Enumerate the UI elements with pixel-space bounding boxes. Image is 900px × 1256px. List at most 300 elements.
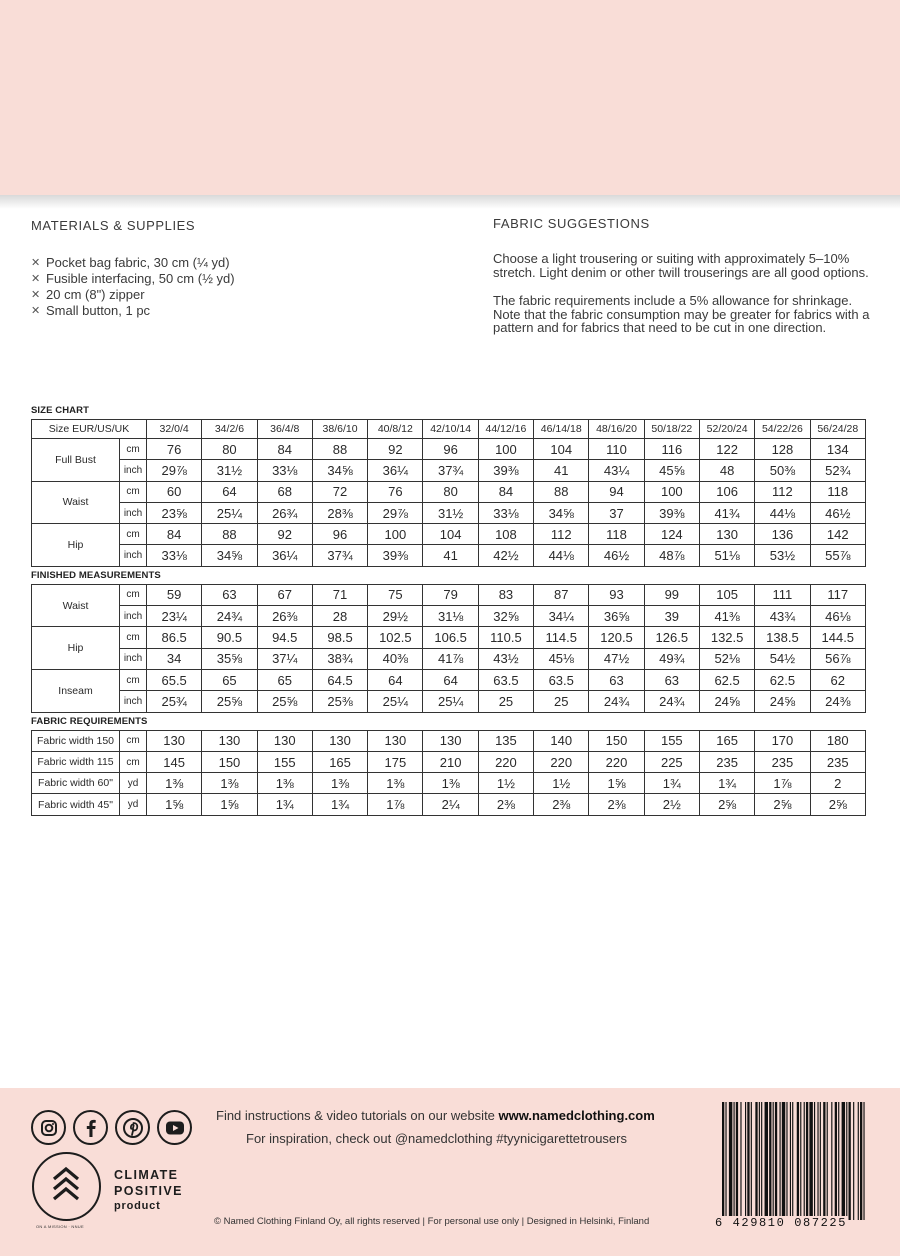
table-cell: 51⅛ <box>699 545 754 566</box>
table-row <box>32 584 866 605</box>
table-row <box>32 794 866 815</box>
table-cell: 94 <box>589 481 644 502</box>
table-cell: 112 <box>534 524 589 545</box>
barcode-bar <box>809 1102 812 1220</box>
table-cell: 1¾ <box>257 794 312 815</box>
barcode-bar <box>823 1102 825 1220</box>
table-cell: 144.5 <box>810 627 865 648</box>
table-cell: 75 <box>368 584 423 605</box>
finished-measurements-caption: FINISHED MEASUREMENTS <box>31 569 161 581</box>
table-cell: 64 <box>202 481 257 502</box>
table-cell: 68 <box>257 481 312 502</box>
table-cell: 38¾ <box>312 648 367 669</box>
table-cell: 170 <box>755 730 810 751</box>
table-cell: 90.5 <box>202 627 257 648</box>
table-cell: 165 <box>699 730 754 751</box>
inspiration-line: For inspiration, check out @namedclothing #tyynicigarettetrousers <box>246 1131 627 1146</box>
table-row <box>32 606 866 627</box>
table-cell: 37¾ <box>312 545 367 566</box>
materials-section <box>31 218 451 319</box>
table-cell: 104 <box>423 524 478 545</box>
table-cell: 25⅝ <box>202 691 257 712</box>
table-cell: 136 <box>755 524 810 545</box>
table-cell: 36¼ <box>368 460 423 481</box>
table-cell: 24⅜ <box>810 691 865 712</box>
table-cell: 65 <box>257 669 312 690</box>
table-cell: 118 <box>589 524 644 545</box>
fabric-requirements-table <box>31 730 866 816</box>
barcode-bar <box>745 1102 746 1220</box>
table-cell: 76 <box>368 481 423 502</box>
size-header-cell: 56/24/28 <box>810 420 865 439</box>
size-chart-table <box>31 419 866 567</box>
table-cell: 165 <box>312 751 367 772</box>
table-cell: 44⅛ <box>534 545 589 566</box>
cross-icon: ✕ <box>31 305 41 317</box>
table-cell: 24⅝ <box>699 691 754 712</box>
table-cell: 63.5 <box>534 669 589 690</box>
table-cell: 23⅝ <box>147 502 202 523</box>
table-cell: 142 <box>810 524 865 545</box>
supply-item: ✕ 20 cm (8") zipper <box>31 287 145 302</box>
table-cell: 49¾ <box>644 648 699 669</box>
supply-item: ✕ Small button, 1 pc <box>31 303 151 318</box>
barcode-bar <box>751 1102 752 1220</box>
table-cell: 34¼ <box>534 606 589 627</box>
table-cell: 62.5 <box>755 669 810 690</box>
unit-cell: inch <box>120 460 147 481</box>
barcode-bar <box>790 1102 791 1220</box>
table-cell: 1¾ <box>312 794 367 815</box>
climate-arc-text: ON A MISSION · NNUE <box>36 1224 84 1229</box>
table-cell: 45⅝ <box>644 460 699 481</box>
table-cell: 42½ <box>478 545 533 566</box>
table-cell: 120.5 <box>589 627 644 648</box>
table-cell: 117 <box>810 584 865 605</box>
table-cell: 99 <box>644 584 699 605</box>
table-cell: 155 <box>644 730 699 751</box>
table-cell: 41 <box>423 545 478 566</box>
barcode-bar <box>755 1102 757 1220</box>
size-header-cell: 40/8/12 <box>368 420 423 439</box>
barcode-bar <box>817 1102 818 1220</box>
table-cell: 25¾ <box>147 691 202 712</box>
table-cell: 29⅞ <box>368 502 423 523</box>
table-cell: 39⅜ <box>368 545 423 566</box>
table-cell: 29⅞ <box>147 460 202 481</box>
barcode-bar <box>786 1102 787 1220</box>
cross-icon: ✕ <box>31 257 41 269</box>
table-cell: 235 <box>699 751 754 772</box>
table-cell: 62.5 <box>699 669 754 690</box>
table-cell: 98.5 <box>312 627 367 648</box>
table-cell: 25¼ <box>202 502 257 523</box>
table-cell: 2¼ <box>423 794 478 815</box>
table-cell: 34 <box>147 648 202 669</box>
unit-cell: cm <box>120 439 147 460</box>
social-links <box>31 1110 192 1145</box>
table-cell: 31½ <box>202 460 257 481</box>
table-cell: 41¾ <box>699 502 754 523</box>
unit-cell: cm <box>120 481 147 502</box>
table-cell: 23¼ <box>147 606 202 627</box>
table-cell: 126.5 <box>644 627 699 648</box>
size-header-cell: 42/10/14 <box>423 420 478 439</box>
table-cell: 36⅝ <box>589 606 644 627</box>
barcode-bar <box>725 1102 726 1220</box>
fabric-width-label: Fabric width 60" <box>32 773 120 794</box>
table-cell: 2⅜ <box>534 794 589 815</box>
table-cell: 96 <box>312 524 367 545</box>
table-cell: 1½ <box>478 773 533 794</box>
table-cell: 26⅜ <box>257 606 312 627</box>
size-header-cell: 46/14/18 <box>534 420 589 439</box>
youtube-icon[interactable] <box>157 1110 192 1145</box>
table-row <box>32 648 866 669</box>
unit-cell: cm <box>120 730 147 751</box>
table-cell: 41 <box>534 460 589 481</box>
table-cell: 135 <box>478 730 533 751</box>
barcode-bar <box>761 1102 762 1220</box>
barcode-bar <box>835 1102 837 1220</box>
table-cell: 88 <box>312 439 367 460</box>
table-cell: 37¼ <box>257 648 312 669</box>
barcode-bar <box>804 1102 805 1220</box>
table-cell: 235 <box>810 751 865 772</box>
table-row <box>32 773 866 794</box>
table-cell: 47½ <box>589 648 644 669</box>
table-cell: 2 <box>810 773 865 794</box>
table-cell: 56⅞ <box>810 648 865 669</box>
fabric-suggestions-section <box>493 216 873 335</box>
table-cell: 124 <box>644 524 699 545</box>
barcode-bar <box>846 1102 847 1220</box>
table-cell: 2⅜ <box>478 794 533 815</box>
table-cell: 128 <box>755 439 810 460</box>
table-row <box>32 751 866 772</box>
table-cell: 130 <box>202 730 257 751</box>
table-cell: 36¼ <box>257 545 312 566</box>
table-cell: 84 <box>478 481 533 502</box>
size-header-cell: 32/0/4 <box>147 420 202 439</box>
table-cell: 34⅝ <box>202 545 257 566</box>
table-cell: 100 <box>478 439 533 460</box>
fabric-width-label: Fabric width 150 <box>32 730 120 751</box>
table-cell: 65 <box>202 669 257 690</box>
table-cell: 25¼ <box>423 691 478 712</box>
measure-label: Hip <box>32 627 120 670</box>
table-cell: 104 <box>534 439 589 460</box>
fabric-allowance-paragraph: The fabric requirements include a 5% allowance for shrinkage. Note that the fabric consumption may be greater for fabrics with a pattern and for fabrics that need to be cut in one direction. <box>493 293 870 335</box>
table-cell: 39 <box>644 606 699 627</box>
table-cell: 155 <box>257 751 312 772</box>
table-cell: 130 <box>147 730 202 751</box>
barcode-bar <box>729 1102 732 1220</box>
table-cell: 93 <box>589 584 644 605</box>
barcode-bar <box>849 1102 851 1220</box>
barcode-bar <box>782 1102 785 1220</box>
size-header-cell: 50/18/22 <box>644 420 699 439</box>
table-cell: 175 <box>368 751 423 772</box>
table-cell: 1⅝ <box>147 794 202 815</box>
table-cell: 62 <box>810 669 865 690</box>
table-cell: 108 <box>478 524 533 545</box>
table-cell: 24¾ <box>589 691 644 712</box>
table-cell: 54½ <box>755 648 810 669</box>
size-header-row <box>32 420 866 439</box>
table-cell: 26¾ <box>257 502 312 523</box>
barcode-bar <box>827 1102 828 1220</box>
table-cell: 71 <box>312 584 367 605</box>
table-cell: 52⅛ <box>699 648 754 669</box>
table-cell: 2⅝ <box>755 794 810 815</box>
table-cell: 2⅝ <box>810 794 865 815</box>
table-cell: 46½ <box>589 545 644 566</box>
barcode-number: 6 429810 087225 <box>715 1216 848 1230</box>
table-row <box>32 627 866 648</box>
table-cell: 31½ <box>423 502 478 523</box>
table-cell: 67 <box>257 584 312 605</box>
table-cell: 130 <box>699 524 754 545</box>
measure-label: Hip <box>32 524 120 567</box>
unit-cell: yd <box>120 773 147 794</box>
cross-icon: ✕ <box>31 289 41 301</box>
table-cell: 65.5 <box>147 669 202 690</box>
copyright-text: © Named Clothing Finland Oy, all rights reserved | For personal use only | Designed in Helsinki, Finland <box>214 1216 650 1227</box>
table-cell: 86.5 <box>147 627 202 648</box>
barcode-bar <box>831 1102 832 1220</box>
table-cell: 76 <box>147 439 202 460</box>
barcode-bar <box>858 1102 859 1220</box>
table-cell: 44⅛ <box>755 502 810 523</box>
table-cell: 48⅞ <box>644 545 699 566</box>
pinterest-icon[interactable] <box>115 1110 150 1145</box>
barcode-bar <box>734 1102 735 1220</box>
table-cell: 33⅛ <box>478 502 533 523</box>
size-header-cell: 34/2/6 <box>202 420 257 439</box>
materials-title: MATERIALS & SUPPLIES <box>31 218 196 233</box>
barcode-bar <box>838 1102 839 1220</box>
table-cell: 1⅜ <box>312 773 367 794</box>
table-cell: 92 <box>257 524 312 545</box>
table-cell: 41⅞ <box>423 648 478 669</box>
table-cell: 25⅜ <box>312 691 367 712</box>
table-cell: 25 <box>534 691 589 712</box>
table-cell: 80 <box>423 481 478 502</box>
size-header-cell: 44/12/16 <box>478 420 533 439</box>
size-header-cell: 36/4/8 <box>257 420 312 439</box>
table-row <box>32 669 866 690</box>
table-cell: 39⅜ <box>644 502 699 523</box>
table-cell: 1⅝ <box>202 794 257 815</box>
barcode-bar <box>814 1102 815 1220</box>
unit-cell: inch <box>120 691 147 712</box>
fabric-suggestion-paragraph: Choose a light trousering or suiting with approximately 5–10% stretch. Light denim or other twill trouserings are all good options. <box>493 251 869 280</box>
barcode-bar <box>800 1102 801 1220</box>
table-cell: 25 <box>478 691 533 712</box>
table-cell: 37 <box>589 502 644 523</box>
table-cell: 60 <box>147 481 202 502</box>
table-cell: 138.5 <box>755 627 810 648</box>
table-cell: 41⅜ <box>699 606 754 627</box>
table-cell: 1⅜ <box>147 773 202 794</box>
table-cell: 1⅞ <box>755 773 810 794</box>
facebook-icon[interactable] <box>73 1110 108 1145</box>
table-cell: 96 <box>423 439 478 460</box>
unit-cell: yd <box>120 794 147 815</box>
barcode-bar <box>769 1102 771 1220</box>
table-cell: 63 <box>644 669 699 690</box>
climate-logo-circle <box>32 1152 101 1221</box>
table-cell: 35⅝ <box>202 648 257 669</box>
table-row <box>32 502 866 523</box>
table-cell: 64 <box>423 669 478 690</box>
table-cell: 87 <box>534 584 589 605</box>
table-cell: 92 <box>368 439 423 460</box>
finished-measurements-table <box>31 584 866 713</box>
barcode-bar <box>773 1102 774 1220</box>
unit-cell: inch <box>120 502 147 523</box>
barcode-bar <box>842 1102 845 1220</box>
table-cell: 52¾ <box>810 460 865 481</box>
table-row <box>32 730 866 751</box>
table-cell: 24¾ <box>644 691 699 712</box>
table-cell: 31⅛ <box>423 606 478 627</box>
table-cell: 64 <box>368 669 423 690</box>
barcode-bar <box>736 1102 738 1220</box>
table-cell: 1⅜ <box>202 773 257 794</box>
table-cell: 110.5 <box>478 627 533 648</box>
table-row <box>32 481 866 502</box>
table-cell: 25⅝ <box>257 691 312 712</box>
table-cell: 46⅛ <box>810 606 865 627</box>
size-chart-caption: SIZE CHART <box>31 405 89 416</box>
climate-positive-text: CLIMATE POSITIVE product <box>114 1168 183 1212</box>
table-cell: 63 <box>589 669 644 690</box>
barcode-bars <box>718 1102 866 1220</box>
supply-item: ✕ Fusible interfacing, 50 cm (½ yd) <box>31 271 235 286</box>
table-cell: 45⅛ <box>534 648 589 669</box>
table-cell: 84 <box>147 524 202 545</box>
table-cell: 1⅝ <box>589 773 644 794</box>
measure-label: Inseam <box>32 669 120 712</box>
table-cell: 33⅛ <box>257 460 312 481</box>
table-cell: 50⅜ <box>755 460 810 481</box>
table-cell: 1½ <box>534 773 589 794</box>
table-cell: 43¾ <box>755 606 810 627</box>
table-cell: 33⅛ <box>147 545 202 566</box>
table-cell: 25¼ <box>368 691 423 712</box>
unit-cell: inch <box>120 606 147 627</box>
table-cell: 28⅜ <box>312 502 367 523</box>
barcode-bar <box>863 1102 864 1220</box>
table-cell: 106.5 <box>423 627 478 648</box>
table-cell: 100 <box>644 481 699 502</box>
fabric-width-label: Fabric width 45" <box>32 794 120 815</box>
table-cell: 53½ <box>755 545 810 566</box>
table-cell: 105 <box>699 584 754 605</box>
table-cell: 32⅝ <box>478 606 533 627</box>
fabric-requirements-caption: FABRIC REQUIREMENTS <box>31 715 148 727</box>
table-cell: 43¼ <box>589 460 644 481</box>
table-cell: 1⅞ <box>368 794 423 815</box>
table-cell: 102.5 <box>368 627 423 648</box>
table-cell: 111 <box>755 584 810 605</box>
table-cell: 130 <box>423 730 478 751</box>
table-row <box>32 524 866 545</box>
table-cell: 79 <box>423 584 478 605</box>
table-cell: 150 <box>589 730 644 751</box>
supply-item: ✕ Pocket bag fabric, 30 cm (¼ yd) <box>31 255 230 270</box>
barcode-bar <box>740 1102 741 1220</box>
table-cell: 130 <box>257 730 312 751</box>
unit-cell: cm <box>120 627 147 648</box>
table-cell: 84 <box>257 439 312 460</box>
table-cell: 83 <box>478 584 533 605</box>
barcode-bar <box>860 1102 862 1220</box>
unit-cell: cm <box>120 584 147 605</box>
table-cell: 110 <box>589 439 644 460</box>
table-cell: 1¾ <box>699 773 754 794</box>
unit-cell: inch <box>120 648 147 669</box>
table-cell: 235 <box>755 751 810 772</box>
website-line: Find instructions & video tutorials on our website www.namedclothing.com <box>216 1108 655 1123</box>
size-header-label: Size EUR/US/UK <box>32 420 147 439</box>
fabric-width-label: Fabric width 115 <box>32 751 120 772</box>
table-cell: 1⅜ <box>257 773 312 794</box>
table-cell: 140 <box>534 730 589 751</box>
table-cell: 88 <box>534 481 589 502</box>
table-cell: 59 <box>147 584 202 605</box>
table-row <box>32 460 866 481</box>
table-cell: 180 <box>810 730 865 751</box>
barcode-bar <box>747 1102 749 1220</box>
instagram-icon[interactable] <box>31 1110 66 1145</box>
table-cell: 132.5 <box>699 627 754 648</box>
table-cell: 116 <box>644 439 699 460</box>
table-cell: 122 <box>699 439 754 460</box>
table-row <box>32 439 866 460</box>
table-cell: 34⅝ <box>534 502 589 523</box>
measure-label: Full Bust <box>32 439 120 482</box>
table-cell: 210 <box>423 751 478 772</box>
website-link[interactable]: www.namedclothing.com <box>498 1108 655 1123</box>
chevrons-up-icon <box>34 1154 98 1218</box>
table-cell: 100 <box>368 524 423 545</box>
table-cell: 88 <box>202 524 257 545</box>
table-cell: 80 <box>202 439 257 460</box>
barcode <box>715 1102 866 1234</box>
table-cell: 1¾ <box>644 773 699 794</box>
table-row <box>32 545 866 566</box>
measurement-tables <box>31 402 866 816</box>
size-header-cell: 38/6/10 <box>312 420 367 439</box>
table-cell: 39⅜ <box>478 460 533 481</box>
table-cell: 24¾ <box>202 606 257 627</box>
table-cell: 145 <box>147 751 202 772</box>
table-cell: 37¾ <box>423 460 478 481</box>
table-cell: 94.5 <box>257 627 312 648</box>
table-cell: 63 <box>202 584 257 605</box>
table-cell: 225 <box>644 751 699 772</box>
table-cell: 24⅝ <box>755 691 810 712</box>
table-cell: 55⅞ <box>810 545 865 566</box>
table-cell: 48 <box>699 460 754 481</box>
supplies-list <box>31 255 451 319</box>
table-cell: 220 <box>589 751 644 772</box>
table-cell: 114.5 <box>534 627 589 648</box>
unit-cell: cm <box>120 751 147 772</box>
